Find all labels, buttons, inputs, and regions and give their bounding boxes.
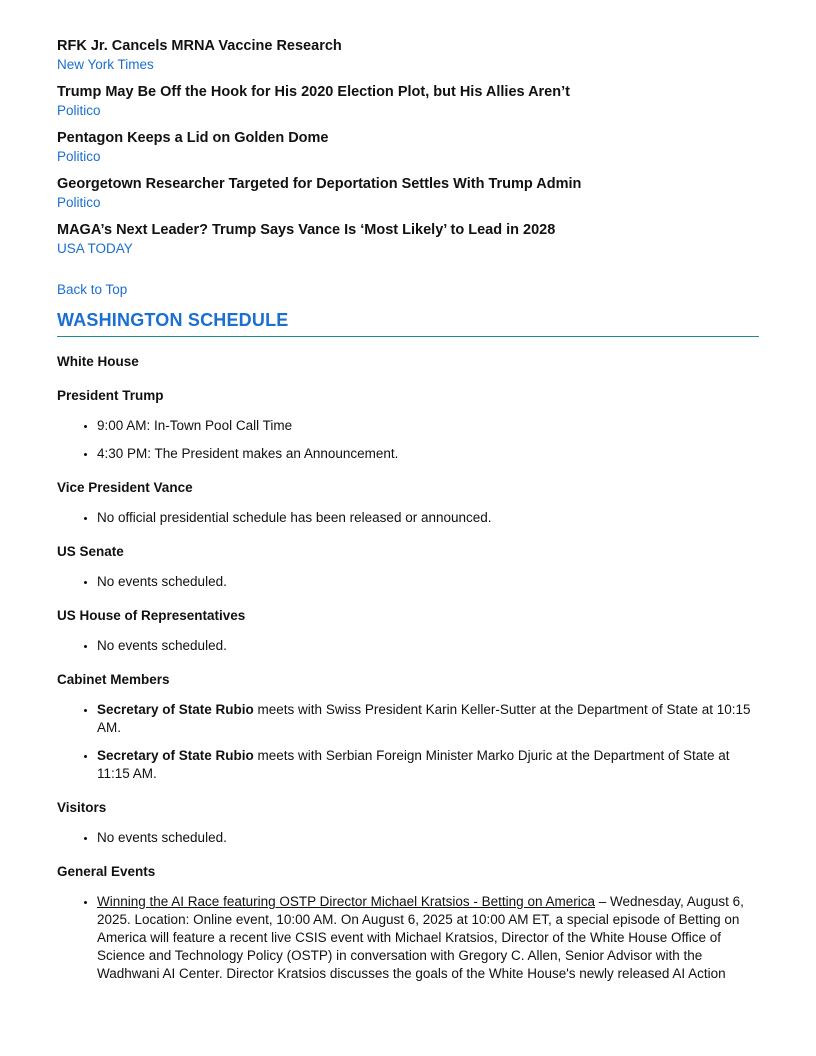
story-source[interactable]: USA TODAY <box>57 241 133 256</box>
senate-schedule-list <box>57 573 759 591</box>
story-title[interactable]: Georgetown Researcher Targeted for Deportation Settles With Trump Admin <box>57 176 582 192</box>
president-schedule-list <box>57 417 759 463</box>
vp-heading: Vice President Vance <box>57 480 193 495</box>
list-item <box>97 747 759 783</box>
story-source[interactable]: Politico <box>57 149 101 164</box>
story-title[interactable]: Trump May Be Off the Hook for His 2020 Election Plot, but His Allies Aren’t <box>57 84 570 100</box>
story-source[interactable]: Politico <box>57 103 101 118</box>
list-item: • No events scheduled. <box>97 829 759 847</box>
house-schedule-list <box>57 637 759 655</box>
white-house-heading: White House <box>57 354 139 369</box>
story-source[interactable]: Politico <box>57 195 101 210</box>
story-title[interactable]: Pentagon Keeps a Lid on Golden Dome <box>57 130 329 146</box>
visitors-heading: Visitors <box>57 800 107 815</box>
official-name: Secretary of State Rubio <box>97 748 254 763</box>
vp-schedule-list <box>57 509 759 527</box>
general-events-list <box>57 893 759 983</box>
general-events-heading: General Events <box>57 864 156 879</box>
news-story <box>57 221 759 258</box>
cabinet-heading: Cabinet Members <box>57 672 170 687</box>
visitors-schedule-list <box>57 829 759 847</box>
list-item: • 9:00 AM: In-Town Pool Call Time <box>97 417 759 435</box>
event-detail: – Wednesday, August 6, 2025. Location: Online event, 10:00 AM. On August 6, 2025 at 10:00 AM ET, a special episode of Betting on America will feature a recent live CSIS event with Michael Kratsios, Director of the White House Office of Science and Technology Policy (OSTP) in conversation with Gregory C. Allen, Senior Advisor with the Wadhwani AI Center. Director Kratsios discusses the goals of the White House's newly released AI Action <box>97 894 744 981</box>
event-detail: meets with Serbian Foreign Minister Marko Djuric at the Department of State at 11:15 AM. <box>97 748 730 781</box>
section-title: WASHINGTON SCHEDULE <box>57 310 759 337</box>
news-list <box>57 37 759 258</box>
senate-heading: US Senate <box>57 544 124 559</box>
event-detail: meets with Swiss President Karin Keller-Sutter at the Department of State at 10:15 AM. <box>97 702 751 735</box>
official-name: Secretary of State Rubio <box>97 702 254 717</box>
house-heading: US House of Representatives <box>57 608 246 623</box>
news-story <box>57 175 759 212</box>
list-item <box>97 701 759 737</box>
back-to-top-link[interactable]: Back to Top <box>57 282 128 297</box>
news-story <box>57 37 759 74</box>
news-story <box>57 129 759 166</box>
list-item: • 4:30 PM: The President makes an Announcement. <box>97 445 759 463</box>
news-story <box>57 83 759 120</box>
story-title[interactable]: MAGA’s Next Leader? Trump Says Vance Is ‘Most Likely’ to Lead in 2028 <box>57 222 556 238</box>
list-item: • No official presidential schedule has been released or announced. <box>97 509 759 527</box>
list-item: • No events scheduled. <box>97 573 759 591</box>
event-link[interactable]: Winning the AI Race featuring OSTP Director Michael Kratsios - Betting on America <box>97 894 595 909</box>
list-item <box>97 893 759 983</box>
list-item: • No events scheduled. <box>97 637 759 655</box>
cabinet-schedule-list <box>57 701 759 783</box>
story-source[interactable]: New York Times <box>57 57 154 72</box>
story-title[interactable]: RFK Jr. Cancels MRNA Vaccine Research <box>57 38 342 54</box>
president-heading: President Trump <box>57 388 164 403</box>
